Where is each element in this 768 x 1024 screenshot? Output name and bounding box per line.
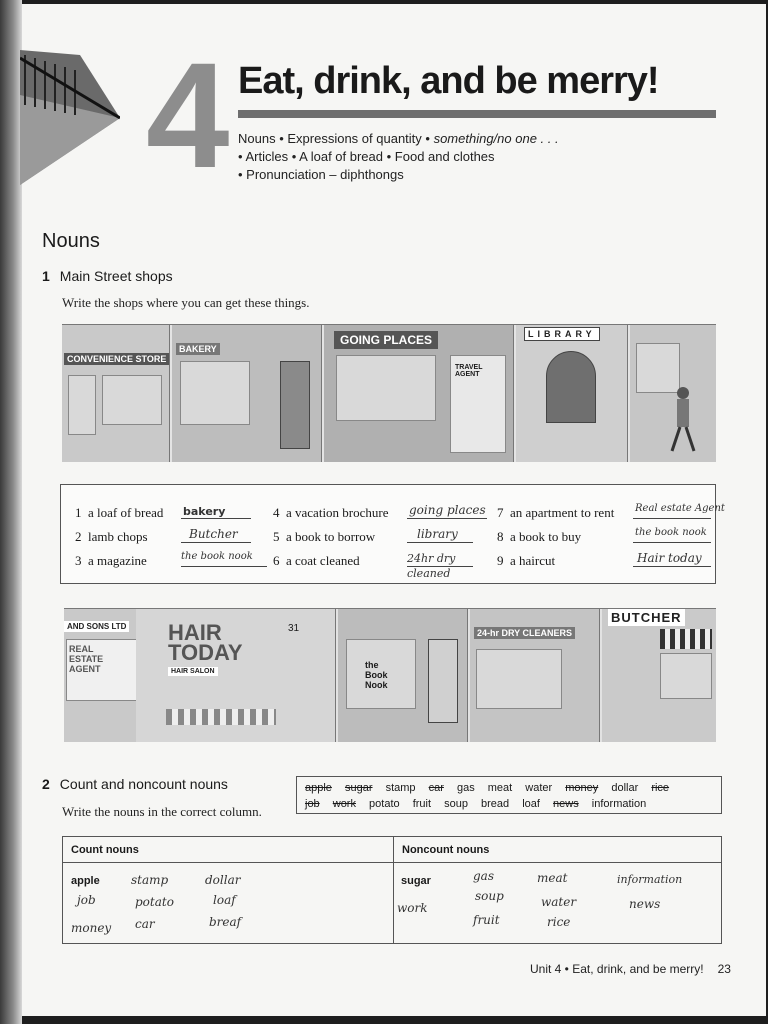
count-answer[interactable]: job	[77, 893, 96, 907]
footer-text: Unit 4 • Eat, drink, and be merry!	[530, 962, 704, 976]
count-answer[interactable]: dollar	[205, 873, 241, 887]
convenience-store	[62, 325, 170, 462]
answer-5: library	[417, 527, 458, 541]
item-2: 2 lamb chops	[75, 529, 148, 544]
word: news	[553, 798, 579, 810]
library	[516, 325, 628, 462]
word: stamp	[385, 782, 416, 794]
corner-building	[630, 325, 716, 462]
word: work	[332, 798, 356, 810]
item-9: 9 a haircut	[497, 553, 556, 568]
count-nouns-header: Count nouns	[63, 837, 393, 863]
topic: A loaf of bread	[299, 149, 383, 164]
street-number: 31	[288, 623, 300, 634]
dry-cleaners	[470, 609, 600, 742]
answer-line-6[interactable]	[407, 552, 473, 580]
answer-7: Real estate Agent	[635, 503, 725, 514]
exercise-number: 2	[42, 776, 50, 792]
word: car	[428, 782, 444, 794]
word-bank-row-2	[305, 798, 656, 810]
count-example: apple	[71, 875, 100, 887]
noun-table	[62, 836, 722, 944]
word: meat	[487, 782, 513, 794]
exercise-1-instruction: Write the shops where you can get these things.	[62, 295, 310, 310]
butcher	[602, 609, 716, 742]
word: information	[591, 798, 647, 810]
answer-line-9[interactable]	[633, 553, 711, 567]
word: money	[565, 782, 599, 794]
topic: Expressions of quantity	[287, 131, 422, 146]
topics-line-2: • Articles • A loaf of bread • Food and clothes	[238, 149, 495, 164]
topics-line-3: • Pronunciation – diphthongs	[238, 167, 404, 182]
word: gas	[456, 782, 475, 794]
exercise-2-heading	[42, 776, 228, 792]
topics-line-1: Nouns • Expressions of quantity • something/no one . . .	[238, 131, 559, 146]
shop-sign: 24-hr DRY CLEANERS	[474, 627, 575, 639]
salon-subsign: HAIR SALON	[168, 667, 218, 676]
topic: Articles	[245, 149, 289, 164]
answer-9: Hair today	[637, 551, 702, 565]
page-footer	[530, 962, 731, 976]
word-bank	[296, 776, 722, 814]
travel-agent	[324, 325, 514, 462]
count-answer[interactable]: loaf	[213, 893, 236, 907]
noncount-answer[interactable]: rice	[547, 915, 571, 929]
topic: Pronunciation – diphthongs	[246, 167, 404, 182]
topic: something/no one . . .	[433, 131, 559, 146]
word: rice	[651, 782, 670, 794]
noncount-answer[interactable]: fruit	[473, 913, 500, 927]
real-estate-sign: REAL ESTATE AGENT	[69, 644, 104, 674]
topic: Food and clothes	[394, 149, 495, 164]
shop-sign: BAKERY	[176, 343, 220, 355]
hair-salon	[136, 609, 336, 742]
count-answer[interactable]: potato	[135, 895, 174, 909]
answer-4: going places	[409, 503, 486, 517]
shop-sign: GOING PLACES	[334, 331, 438, 349]
answer-3: the book nook	[181, 551, 253, 562]
word: loaf	[522, 798, 540, 810]
answer-line-3[interactable]	[181, 553, 267, 567]
book-spine	[0, 0, 22, 1024]
count-answer[interactable]: breaf	[209, 915, 242, 929]
answer-6: 24hr dry cleaned	[407, 552, 456, 580]
noncount-example: sugar	[401, 875, 431, 887]
noncount-answer[interactable]: water	[541, 895, 577, 909]
noncount-answer[interactable]: information	[617, 873, 683, 886]
word-bank-row-1	[305, 782, 679, 794]
shop-sign: AND SONS LTD	[64, 621, 129, 632]
page-number: 23	[717, 962, 731, 976]
real-estate-agent	[64, 609, 144, 742]
street-illustration-bottom	[64, 608, 716, 742]
word: fruit	[412, 798, 432, 810]
book-nook	[338, 609, 468, 742]
unit-title: Eat, drink, and be merry!	[238, 60, 659, 102]
travel-agent-sign: TRAVEL AGENT	[455, 364, 483, 378]
bakery	[172, 325, 322, 462]
unit-number: 4	[146, 31, 226, 199]
exercise-1-answer-box	[60, 484, 725, 584]
answer-2: Butcher	[189, 527, 238, 541]
answer-8: the book nook	[635, 527, 707, 538]
header-photo	[20, 50, 120, 185]
count-answer[interactable]: car	[135, 917, 155, 931]
word: sugar	[344, 782, 373, 794]
answer-line-8[interactable]	[633, 529, 711, 543]
word: bread	[481, 798, 510, 810]
pedestrian-figure	[666, 385, 700, 455]
word: job	[305, 798, 320, 810]
exercise-title: Main Street shops	[59, 268, 173, 284]
item-1: 1 a loaf of bread	[75, 505, 164, 520]
noncount-nouns-header: Noncount nouns	[394, 837, 721, 863]
answer-line-2[interactable]	[181, 529, 251, 543]
item-5: 5 a book to borrow	[273, 529, 376, 544]
word: water	[525, 782, 553, 794]
hair-salon-sign: HAIR TODAY	[168, 620, 243, 665]
unit-topics	[238, 130, 559, 184]
exercise-1-heading	[42, 268, 173, 284]
book-nook-sign: the Book Nook	[365, 660, 388, 690]
exercise-2-instruction: Write the nouns in the correct column.	[62, 804, 262, 819]
word: apple	[305, 782, 332, 794]
section-heading: Nouns	[42, 230, 100, 252]
title-rule	[238, 110, 716, 118]
shop-sign: CONVENIENCE STORE	[64, 353, 169, 365]
noncount-answer[interactable]: gas	[473, 869, 494, 883]
item-7: 7 an apartment to rent	[497, 505, 615, 520]
shop-sign: BUTCHER	[608, 609, 685, 626]
word: soup	[444, 798, 468, 810]
shop-sign: LIBRARY	[524, 327, 600, 341]
noncount-answer[interactable]: soup	[475, 889, 504, 903]
topic: Nouns	[238, 131, 276, 146]
count-answer[interactable]: money	[71, 921, 112, 935]
answer-1: bakery	[183, 505, 226, 518]
noncount-answer[interactable]: work	[397, 901, 428, 915]
exercise-number: 1	[42, 268, 50, 284]
item-6: 6 a coat cleaned	[273, 553, 360, 568]
item-8: 8 a book to buy	[497, 529, 582, 544]
answer-line-1[interactable]	[181, 505, 251, 519]
noncount-answer[interactable]: meat	[537, 871, 568, 885]
item-3: 3 a magazine	[75, 553, 147, 568]
answer-line-7[interactable]	[633, 503, 725, 519]
count-answer[interactable]: stamp	[131, 873, 169, 887]
answer-line-4[interactable]	[407, 505, 487, 519]
noncount-answer[interactable]: news	[629, 897, 661, 911]
word: dollar	[611, 782, 639, 794]
item-4: 4 a vacation brochure	[273, 505, 389, 520]
word: potato	[369, 798, 400, 810]
answer-line-5[interactable]	[407, 529, 473, 543]
exercise-title: Count and noncount nouns	[59, 776, 228, 792]
street-illustration-top	[62, 324, 716, 462]
